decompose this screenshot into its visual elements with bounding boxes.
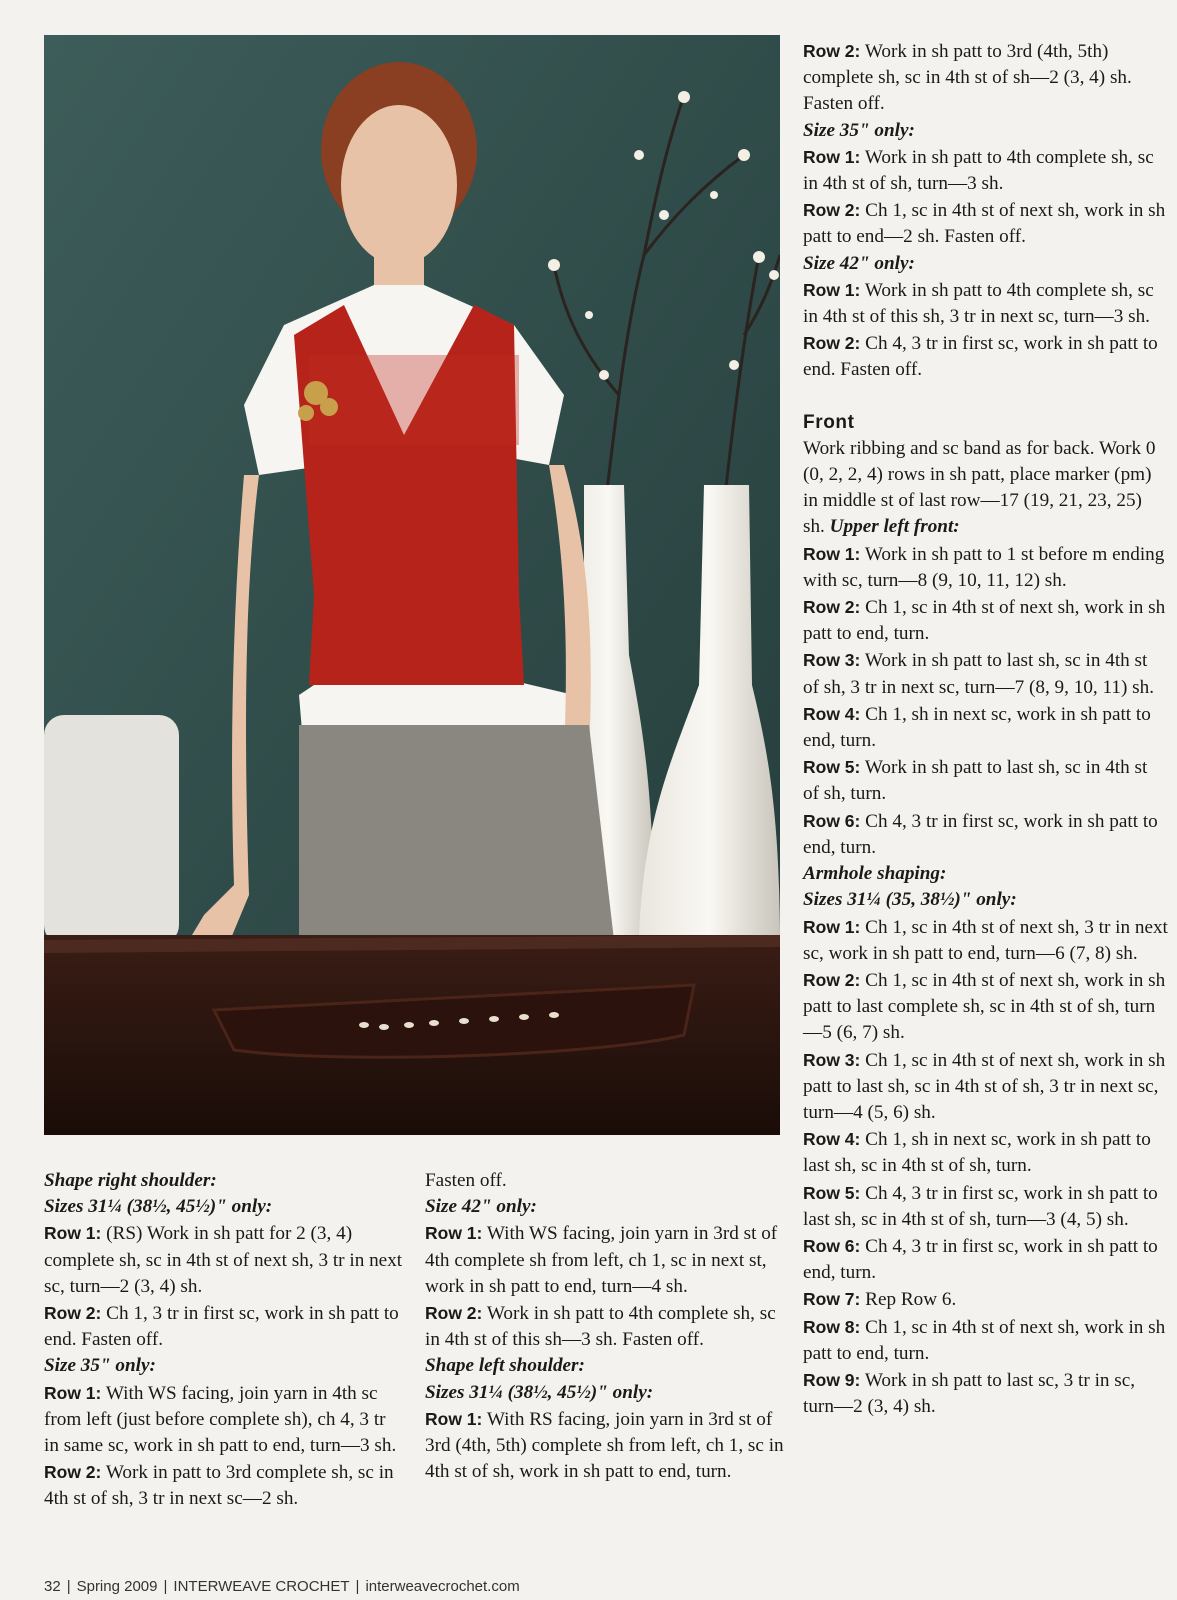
row-label: Row 1:	[803, 279, 861, 300]
instruction-line	[803, 541, 1168, 594]
instruction-text: Work in sh patt to last sc, 3 tr in sc, turn—2 (3, 4) sh.	[803, 1369, 1136, 1418]
instruction-line	[803, 914, 1168, 967]
instruction-line	[803, 1180, 1168, 1233]
page-footer	[44, 1578, 520, 1595]
instruction-text: Ch 1, 3 tr in first sc, work in sh patt to end. Fasten off.	[44, 1303, 399, 1351]
instruction-line	[803, 1314, 1168, 1367]
instruction-line	[803, 1126, 1168, 1179]
right-text-column	[803, 38, 1168, 1420]
instruction-line	[44, 1220, 404, 1300]
subheading: Armhole shaping:	[803, 863, 947, 885]
issue-date: Spring 2009	[76, 1578, 158, 1595]
row-label: Row 2:	[803, 41, 861, 61]
row-label: Row 9:	[803, 1369, 861, 1390]
instruction-line	[803, 144, 1168, 197]
instruction-line	[425, 1220, 785, 1300]
magazine-url[interactable]: interweavecrochet.com	[365, 1578, 520, 1595]
subheading: Shape left shoulder:	[425, 1355, 585, 1377]
footer-separator: |	[355, 1578, 360, 1595]
model-photo	[44, 35, 780, 1135]
instruction-text: Ch 1, sh in next sc, work in sh patt to end, turn.	[803, 703, 1151, 752]
instruction-line	[803, 330, 1168, 383]
row-label: Row 6:	[803, 810, 861, 831]
instruction-text: With WS facing, join yarn in 3rd st of 4th complete sh from left, ch 1, sc in next st, work in sh patt to end, turn—4 sh.	[425, 1223, 778, 1297]
instruction-text: Work in sh patt to 4th complete sh, sc in 4th st of this sh, 3 tr in next sc, turn—3 sh.	[803, 279, 1154, 328]
instruction-text: With WS facing, join yarn in 4th sc from left (just before complete sh), ch 4, 3 tr in same sc, work in sh patt to end, turn—3 sh.	[44, 1382, 397, 1457]
instruction-text: Ch 4, 3 tr in first sc, work in sh patt to end. Fasten off.	[803, 333, 1158, 381]
instruction-line	[803, 1047, 1168, 1127]
row-label: Row 1:	[803, 916, 861, 937]
page-number: 32	[44, 1578, 61, 1595]
subheading: Size 35" only:	[44, 1355, 156, 1377]
instruction-line	[44, 1300, 404, 1353]
instruction-text: Work in sh patt to 3rd (4th, 5th) complete sh, sc in 4th st of sh—2 (3, 4) sh. Fasten off.	[803, 41, 1132, 115]
instruction-line	[803, 1233, 1168, 1286]
model-photo-illustration	[44, 35, 780, 1135]
instruction-line	[803, 647, 1168, 700]
middle-text-column	[425, 1168, 785, 1485]
instruction-text: Work in sh patt to last sh, sc in 4th st of sh, turn.	[803, 757, 1148, 805]
instruction-text: Rep Row 6.	[860, 1289, 957, 1311]
row-label: Row 2:	[44, 1303, 102, 1324]
row-label: Row 2:	[803, 597, 861, 618]
row-label: Row 2:	[44, 1462, 102, 1483]
row-label: Row 6:	[803, 1235, 861, 1256]
instruction-text: Ch 4, 3 tr in first sc, work in sh patt to end, turn.	[803, 1235, 1158, 1284]
instruction-text: Work in sh patt to 4th complete sh, sc in 4th st of this sh—3 sh. Fasten off.	[425, 1303, 776, 1351]
instruction-line	[803, 754, 1168, 807]
section-heading: Front	[803, 411, 855, 433]
instruction-text: Ch 1, sc in 4th st of next sh, work in sh patt to end, turn.	[803, 1316, 1166, 1364]
instruction-text: Ch 1, sh in next sc, work in sh patt to last sh, sc in 4th st of sh, turn.	[803, 1129, 1151, 1177]
row-label: Row 4:	[803, 703, 861, 724]
subheading: Shape right shoulder:	[44, 1170, 217, 1191]
row-label: Row 1:	[44, 1223, 102, 1244]
instruction-text: Work in patt to 3rd complete sh, sc in 4th st of sh, 3 tr in next sc—2 sh.	[44, 1462, 394, 1510]
instruction-text: Fasten off.	[425, 1170, 507, 1191]
instruction-text: Work in sh patt to 1 st before m ending with sc, turn—8 (9, 10, 11, 12) sh.	[803, 543, 1165, 591]
instruction-line	[803, 1367, 1168, 1420]
row-label: Row 2:	[803, 969, 861, 990]
instruction-text: Ch 1, sc in 4th st of next sh, work in sh patt to end, turn.	[803, 597, 1166, 645]
row-label: Row 5:	[803, 757, 861, 778]
subheading: Size 42" only:	[803, 252, 915, 274]
instruction-line	[803, 808, 1168, 861]
instruction-line	[425, 1406, 785, 1486]
instruction-text: Ch 1, sc in 4th st of next sh, work in sh patt to last sh, sc in 4th st of sh, 3 tr in next sc, turn—4 (5, 6) sh.	[803, 1049, 1166, 1123]
instruction-line	[803, 436, 1168, 541]
instruction-line	[803, 277, 1168, 330]
left-text-column	[44, 1168, 404, 1513]
instruction-text: Work ribbing and sc band as for back. Work 0 (0, 2, 2, 4) rows in sh patt, place marker (pm) in middle st of last row—17 (19, 21, 23, 25) sh.	[803, 437, 1156, 538]
instruction-text: Ch 4, 3 tr in first sc, work in sh patt to last sh, sc in 4th st of sh, turn—3 (4, 5) sh.	[803, 1182, 1158, 1230]
row-label: Row 7:	[803, 1289, 861, 1310]
instruction-line	[425, 1168, 785, 1194]
inline-subheading: Upper left front:	[829, 516, 960, 538]
subheading: Size 42" only:	[425, 1196, 537, 1218]
row-label: Row 1:	[425, 1408, 483, 1429]
instruction-text: Ch 1, sc in 4th st of next sh, work in sh patt to end—2 sh. Fasten off.	[803, 200, 1166, 248]
instruction-line	[803, 197, 1168, 250]
footer-separator: |	[66, 1578, 71, 1595]
instruction-text: Ch 1, sc in 4th st of next sh, 3 tr in next sc, work in sh patt to end, turn—6 (7, 8) sh.	[803, 916, 1168, 964]
instruction-text: Ch 4, 3 tr in first sc, work in sh patt to end, turn.	[803, 810, 1158, 858]
subheading: Size 35" only:	[803, 119, 915, 141]
instruction-line	[803, 594, 1168, 647]
row-label: Row 3:	[803, 1049, 861, 1070]
subheading: Sizes 31¼ (35, 38½)" only:	[803, 889, 1017, 911]
row-label: Row 1:	[803, 543, 861, 564]
row-label: Row 2:	[425, 1303, 483, 1324]
instruction-line	[44, 1380, 404, 1460]
row-label: Row 2:	[803, 200, 861, 221]
instruction-line	[425, 1300, 785, 1353]
instruction-line	[803, 967, 1168, 1047]
instruction-line	[803, 1286, 1168, 1313]
instruction-line	[44, 1459, 404, 1512]
instruction-text: Work in sh patt to 4th complete sh, sc in 4th st of sh, turn—3 sh.	[803, 146, 1154, 195]
row-label: Row 8:	[803, 1316, 861, 1337]
magazine-name: INTERWEAVE CROCHET	[173, 1578, 350, 1595]
subheading: Sizes 31¼ (38½, 45½)" only:	[44, 1196, 273, 1218]
row-label: Row 2:	[803, 333, 861, 354]
instruction-line	[803, 38, 1168, 118]
row-label: Row 5:	[803, 1182, 861, 1203]
instruction-text: With RS facing, join yarn in 3rd st of 3rd (4th, 5th) complete sh from left, ch 1, sc in 4th st of sh, work in sh patt to end, turn.	[425, 1408, 784, 1483]
row-label: Row 4:	[803, 1129, 861, 1150]
instruction-text: Ch 1, sc in 4th st of next sh, work in sh patt to last complete sh, sc in 4th st of sh, turn—5 (6, 7) sh.	[803, 969, 1166, 1044]
row-label: Row 3:	[803, 650, 861, 671]
footer-separator: |	[163, 1578, 168, 1595]
subheading: Sizes 31¼ (38½, 45½)" only:	[425, 1381, 654, 1403]
instruction-text: (RS) Work in sh patt for 2 (3, 4) complete sh, sc in 4th st of next sh, 3 tr in next sc, turn—2 (3, 4) sh.	[44, 1223, 403, 1297]
instruction-text: Work in sh patt to last sh, sc in 4th st of sh, 3 tr in next sc, turn—7 (8, 9, 10, 11) sh.	[803, 650, 1155, 698]
row-label: Row 1:	[803, 146, 861, 167]
row-label: Row 1:	[425, 1223, 483, 1244]
instruction-line	[803, 701, 1168, 754]
row-label: Row 1:	[44, 1382, 102, 1403]
